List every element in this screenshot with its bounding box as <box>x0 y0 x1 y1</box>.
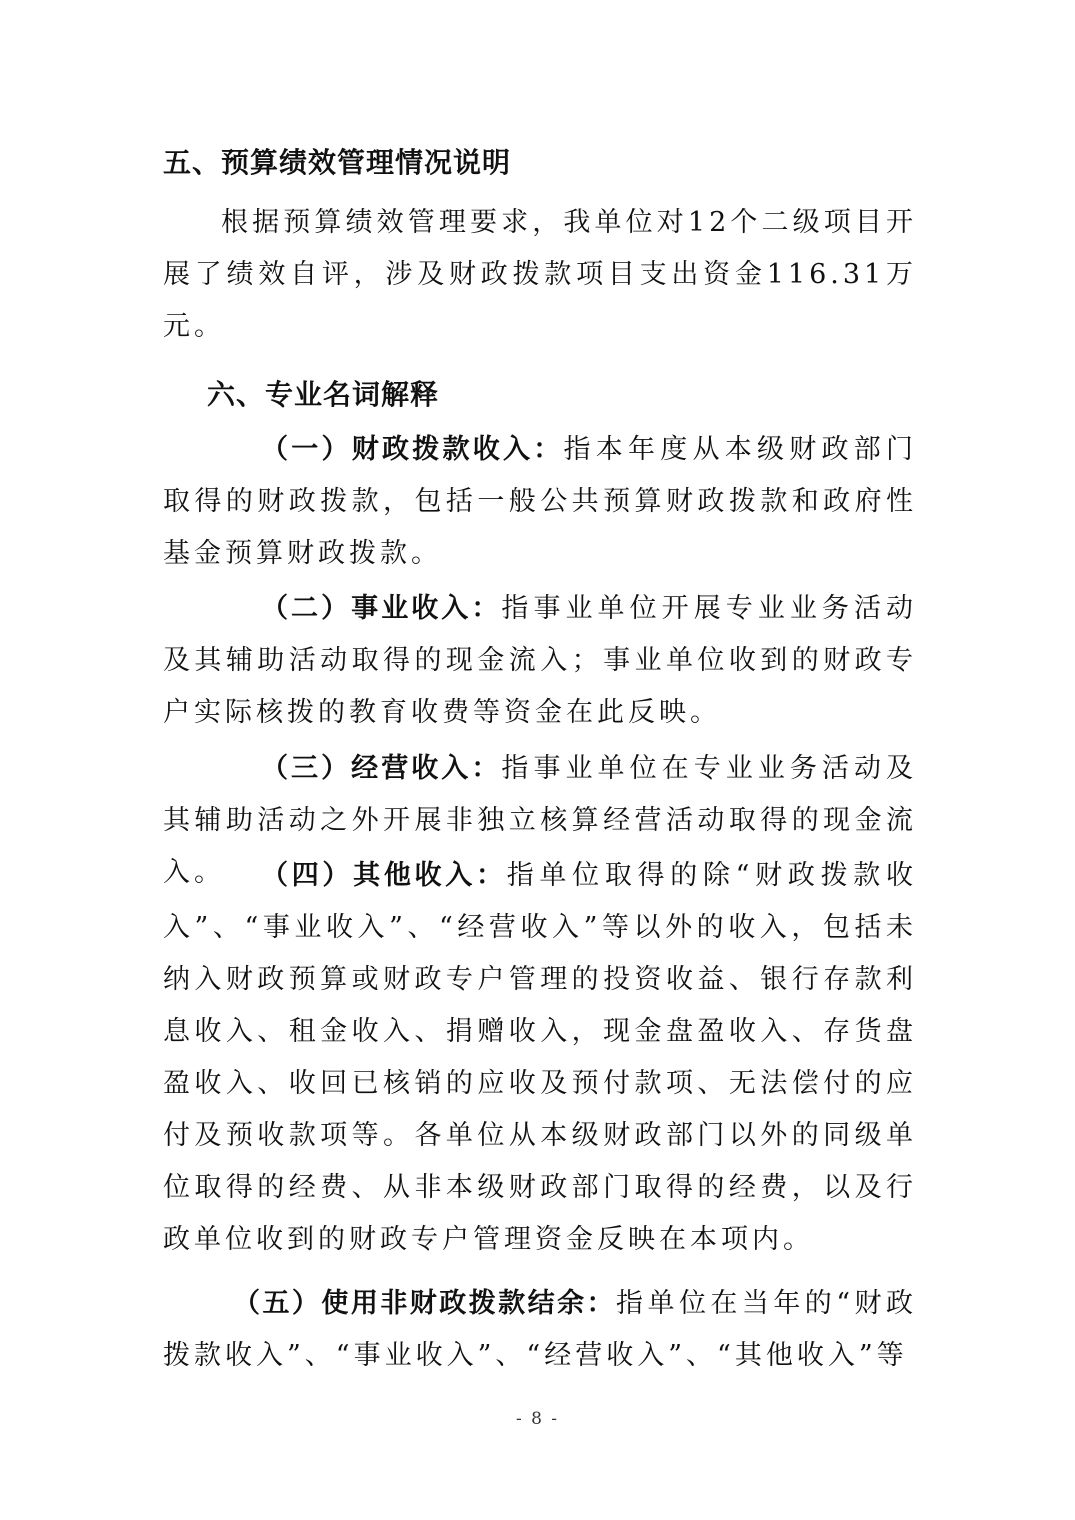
definition-term: （一）财政拨款收入： <box>261 434 564 465</box>
definition-item-4 <box>163 850 917 1266</box>
section-heading-5: 五、预算绩效管理情况说明 <box>163 146 512 179</box>
definition-text: 指单位取得的除“财政拨款收入”、“事业收入”、“经营收入”等以外的收入，包括未纳入财政预算或财政专户管理的投资收益、银行存款利息收入、租金收入、捐赠收入，现金盘盈收入、存货盘盈收入、收回已核销的应收及预付款项、无法偿付的应付及预收款项等。各单位从本级财政部门以外的同级单位取得的经费、从非本级财政部门取得的经费，以及行政单位收到的财政专户管理资金反映在本项内。 <box>163 860 918 1255</box>
page-number: - 8 - <box>515 1409 560 1429</box>
definition-text: 指本年度从本级财政部门取得的财政拨款，包括一般公共预算财政拨款和政府性基金预算财政拨款。 <box>163 434 917 569</box>
definition-item-5 <box>163 1278 917 1382</box>
definition-term: （四）其他收入： <box>261 860 507 891</box>
definition-text: 指事业单位开展专业业务活动及其辅助活动取得的现金流入；事业单位收到的财政专户实际核拨的教育收费等资金在此反映。 <box>163 593 918 728</box>
definition-term: （五）使用非财政拨款结余： <box>233 1288 617 1319</box>
definition-text: 指单位在当年的“财政拨款收入”、“事业收入”、“经营收入”、“其他收入”等 <box>163 1288 918 1371</box>
definition-term: （二）事业收入： <box>261 593 502 624</box>
definition-item-2 <box>163 583 917 739</box>
definition-term: （三）经营收入： <box>261 753 502 784</box>
section-heading-6: 六、专业名词解释 <box>207 378 440 411</box>
section-5-paragraph: 根据预算绩效管理要求，我单位对12个二级项目开展了绩效自评，涉及财政拨款项目支出资金116.31万元。 <box>163 207 917 342</box>
definition-text: 指事业单位在专业业务活动及其辅助活动之外开展非独立核算经营活动取得的现金流入。 <box>163 753 918 888</box>
definition-item-1 <box>163 424 917 580</box>
